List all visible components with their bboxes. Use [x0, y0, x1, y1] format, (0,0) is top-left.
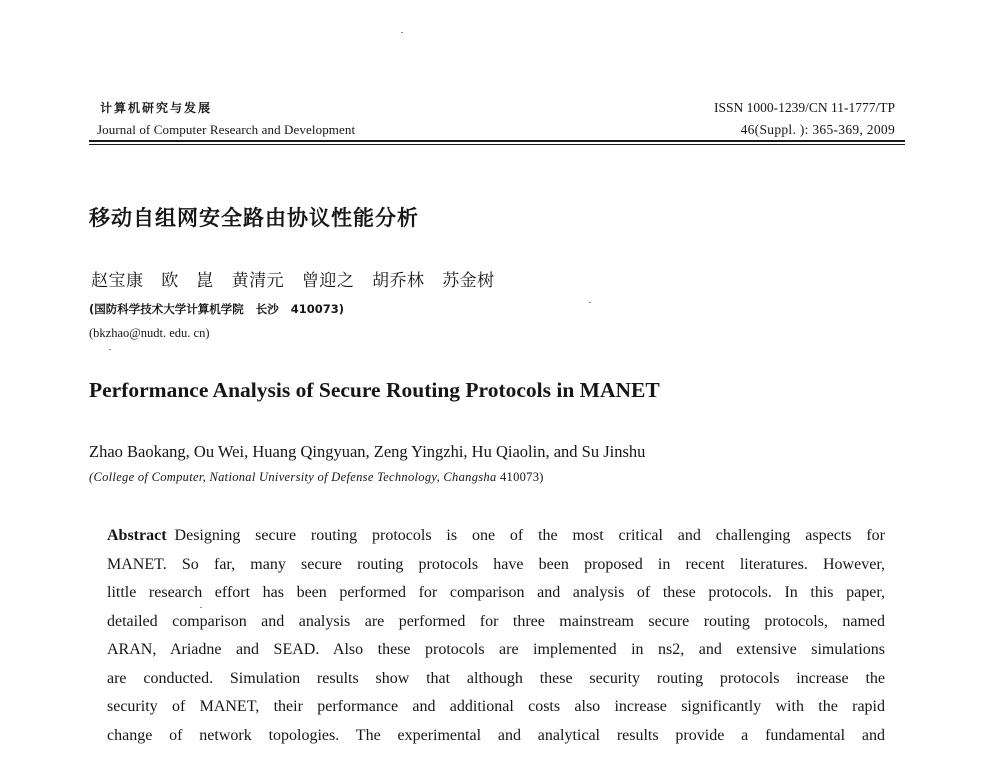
abstract-line: little research effort has been performed for comparison and analysis of these protocols. In this paper, [107, 584, 885, 601]
authors-cn: 赵宝康 欧 崑 黄清元 曾迎之 胡乔林 苏金树 [91, 271, 495, 291]
author-email: (bkzhao@nudt. edu. cn) [89, 326, 210, 340]
title-en: Performance Analysis of Secure Routing Protocols in MANET [89, 378, 660, 402]
scan-speck [401, 32, 403, 33]
affiliation-en-code: 410073) [499, 470, 544, 484]
scan-speck [589, 302, 591, 303]
abstract-line-text: Designing secure routing protocols is one of the most critical and challenging aspects for [174, 527, 885, 544]
abstract-line: detailed comparison and analysis are performed for three mainstream secure routing protocols, named [107, 612, 885, 630]
abstract-label: Abstract [107, 527, 167, 544]
journal-name-cn: 计算机研究与发展 [100, 101, 213, 115]
affiliation-en [89, 470, 544, 485]
abstract [107, 522, 885, 750]
header-rule-thick [89, 140, 905, 142]
abstract-line [107, 522, 885, 551]
authors-en: Zhao Baokang, Ou Wei, Huang Qingyuan, Zeng Yingzhi, Hu Qiaolin, and Su Jinshu [89, 442, 646, 461]
scan-speck [200, 607, 202, 608]
header-rule-thin [89, 144, 905, 145]
affiliation-cn: (国防科学技术大学计算机学院 长沙 410073) [89, 302, 345, 316]
abstract-line: ARAN, Ariadne and SEAD. Also these protocols are implemented in ns2, and extensive simulations [107, 641, 885, 658]
scan-speck [109, 349, 111, 350]
title-cn: 移动自组网安全路由协议性能分析 [89, 206, 419, 230]
affiliation-en-text: (College of Computer, National University of Defense Technology, Changsha [89, 470, 497, 484]
issn: ISSN 1000-1239/CN 11-1777/TP [713, 100, 895, 115]
abstract-line: are conducted. Simulation results show that although these security routing protocols increase the [107, 669, 885, 687]
abstract-line: change of network topologies. The experimental and analytical results provide a fundamental and [107, 726, 885, 744]
journal-name-en: Journal of Computer Research and Development [97, 122, 356, 137]
abstract-line: security of MANET, their performance and additional costs also increase significantly with the rapid [107, 698, 885, 715]
abstract-line: MANET. So far, many secure routing protocols have been proposed in recent literatures. However, [107, 555, 885, 573]
volume-pages: 46(Suppl. ): 365-369, 2009 [740, 122, 895, 137]
